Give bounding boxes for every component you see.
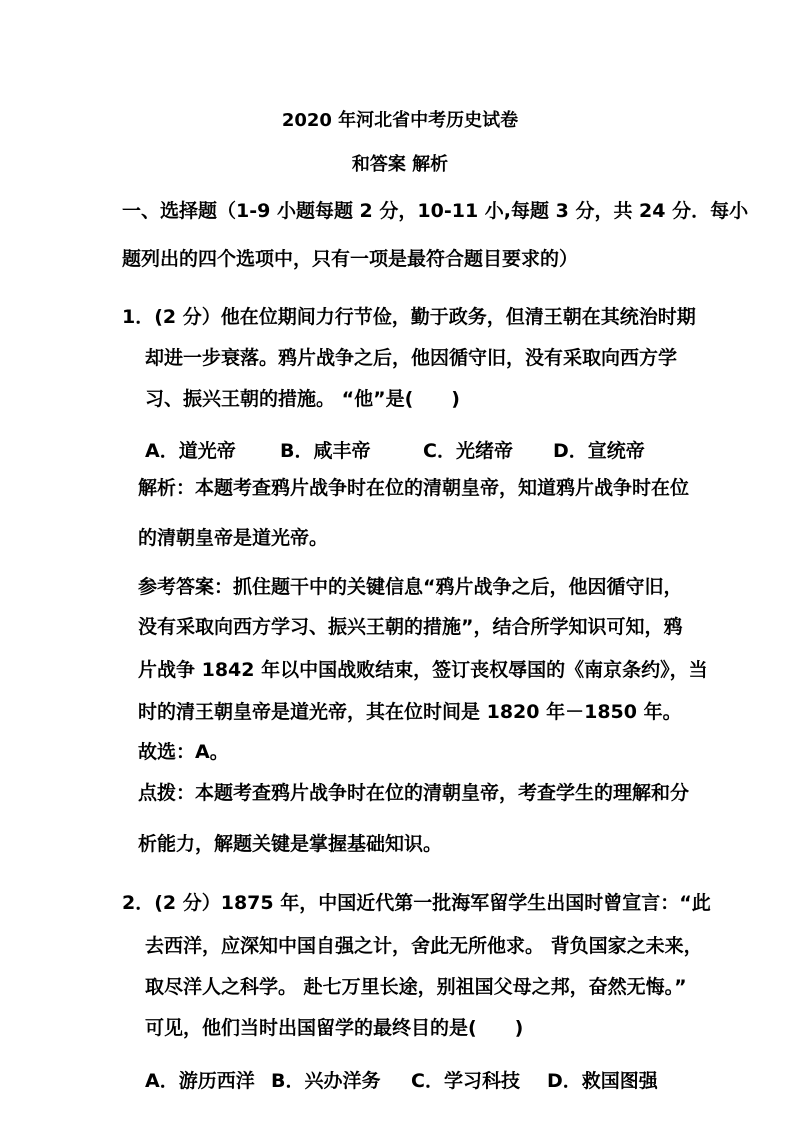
question-2-line-4: 可见，他们当时出国留学的最终目的是( )	[145, 1017, 524, 1039]
document-title: 2020 年河北省中考历史试卷	[281, 110, 519, 131]
question-2-option-a: A．游历西洋	[145, 1070, 255, 1092]
question-1-option-c: C．光绪帝	[423, 440, 513, 462]
question-2-options	[145, 1066, 658, 1093]
question-1-option-b: B．咸丰帝	[280, 440, 371, 462]
question-1-answer-line-1: 参考答案：抓住题干中的关键信息“鸦片战争之后，他因循守旧，	[138, 576, 683, 598]
question-1-analysis-line-2: 的清朝皇帝是道光帝。	[138, 527, 329, 549]
question-2-option-c: C．学习科技	[411, 1070, 520, 1092]
question-1-options	[145, 436, 645, 463]
question-1-line-2: 却进一步衰落。鸦片战争之后，他因循守旧，没有采取向西方学	[145, 347, 678, 369]
question-1-comment-line-2: 析能力，解题关键是掌握基础知识。	[138, 833, 443, 855]
question-1-option-d: D．宣统帝	[553, 440, 645, 462]
section-heading-line-1: 一、选择题（1-9 小题每题 2 分，10-11 小,每题 3 分，共 24 分．每小	[122, 200, 749, 222]
question-1-line-1: 1．(2 分）他在位期间力行节俭，勤于政务，但清王朝在其统治时期	[122, 306, 696, 328]
question-1-choice: 故选：A。	[138, 741, 229, 763]
question-1-analysis-line-1: 解析：本题考查鸦片战争时在位的清朝皇帝，知道鸦片战争时在位	[138, 477, 690, 499]
question-1-answer-line-2: 没有采取向西方学习、振兴王朝的措施”，结合所学知识可知，鸦	[138, 616, 683, 638]
question-1-answer-line-3: 片战争 1842 年以中国战败结束，签订丧权辱国的《南京条约》，当	[138, 659, 708, 681]
question-2-line-3: 取尽洋人之科学。 赴七万里长途，别祖国父母之邦，奋然无悔。”	[145, 976, 687, 998]
question-1-line-3: 习、振兴王朝的措施。 “他”是( )	[145, 388, 460, 410]
question-1-option-a: A．道光帝	[145, 440, 236, 462]
section-heading-line-2: 题列出的四个选项中，只有一项是最符合题目要求的）	[122, 248, 579, 270]
question-2-line-2: 去西洋，应深知中国自强之计，舍此无所他求。 背负国家之未来，	[145, 935, 703, 957]
question-2-option-b: B．兴办洋务	[271, 1070, 381, 1092]
question-1-comment-line-1: 点拨：本题考查鸦片战争时在位的清朝皇帝，考查学生的理解和分	[138, 782, 690, 804]
question-2-option-d: D．救国图强	[547, 1070, 658, 1092]
question-2-line-1: 2．(2 分）1875 年，中国近代第一批海军留学生出国时曾宣言：“此	[122, 892, 711, 914]
document-subtitle: 和答案 解析	[351, 154, 449, 175]
question-1-answer-line-4: 时的清王朝皇帝是道光帝，其在位时间是 1820 年－1850 年。	[138, 701, 682, 723]
